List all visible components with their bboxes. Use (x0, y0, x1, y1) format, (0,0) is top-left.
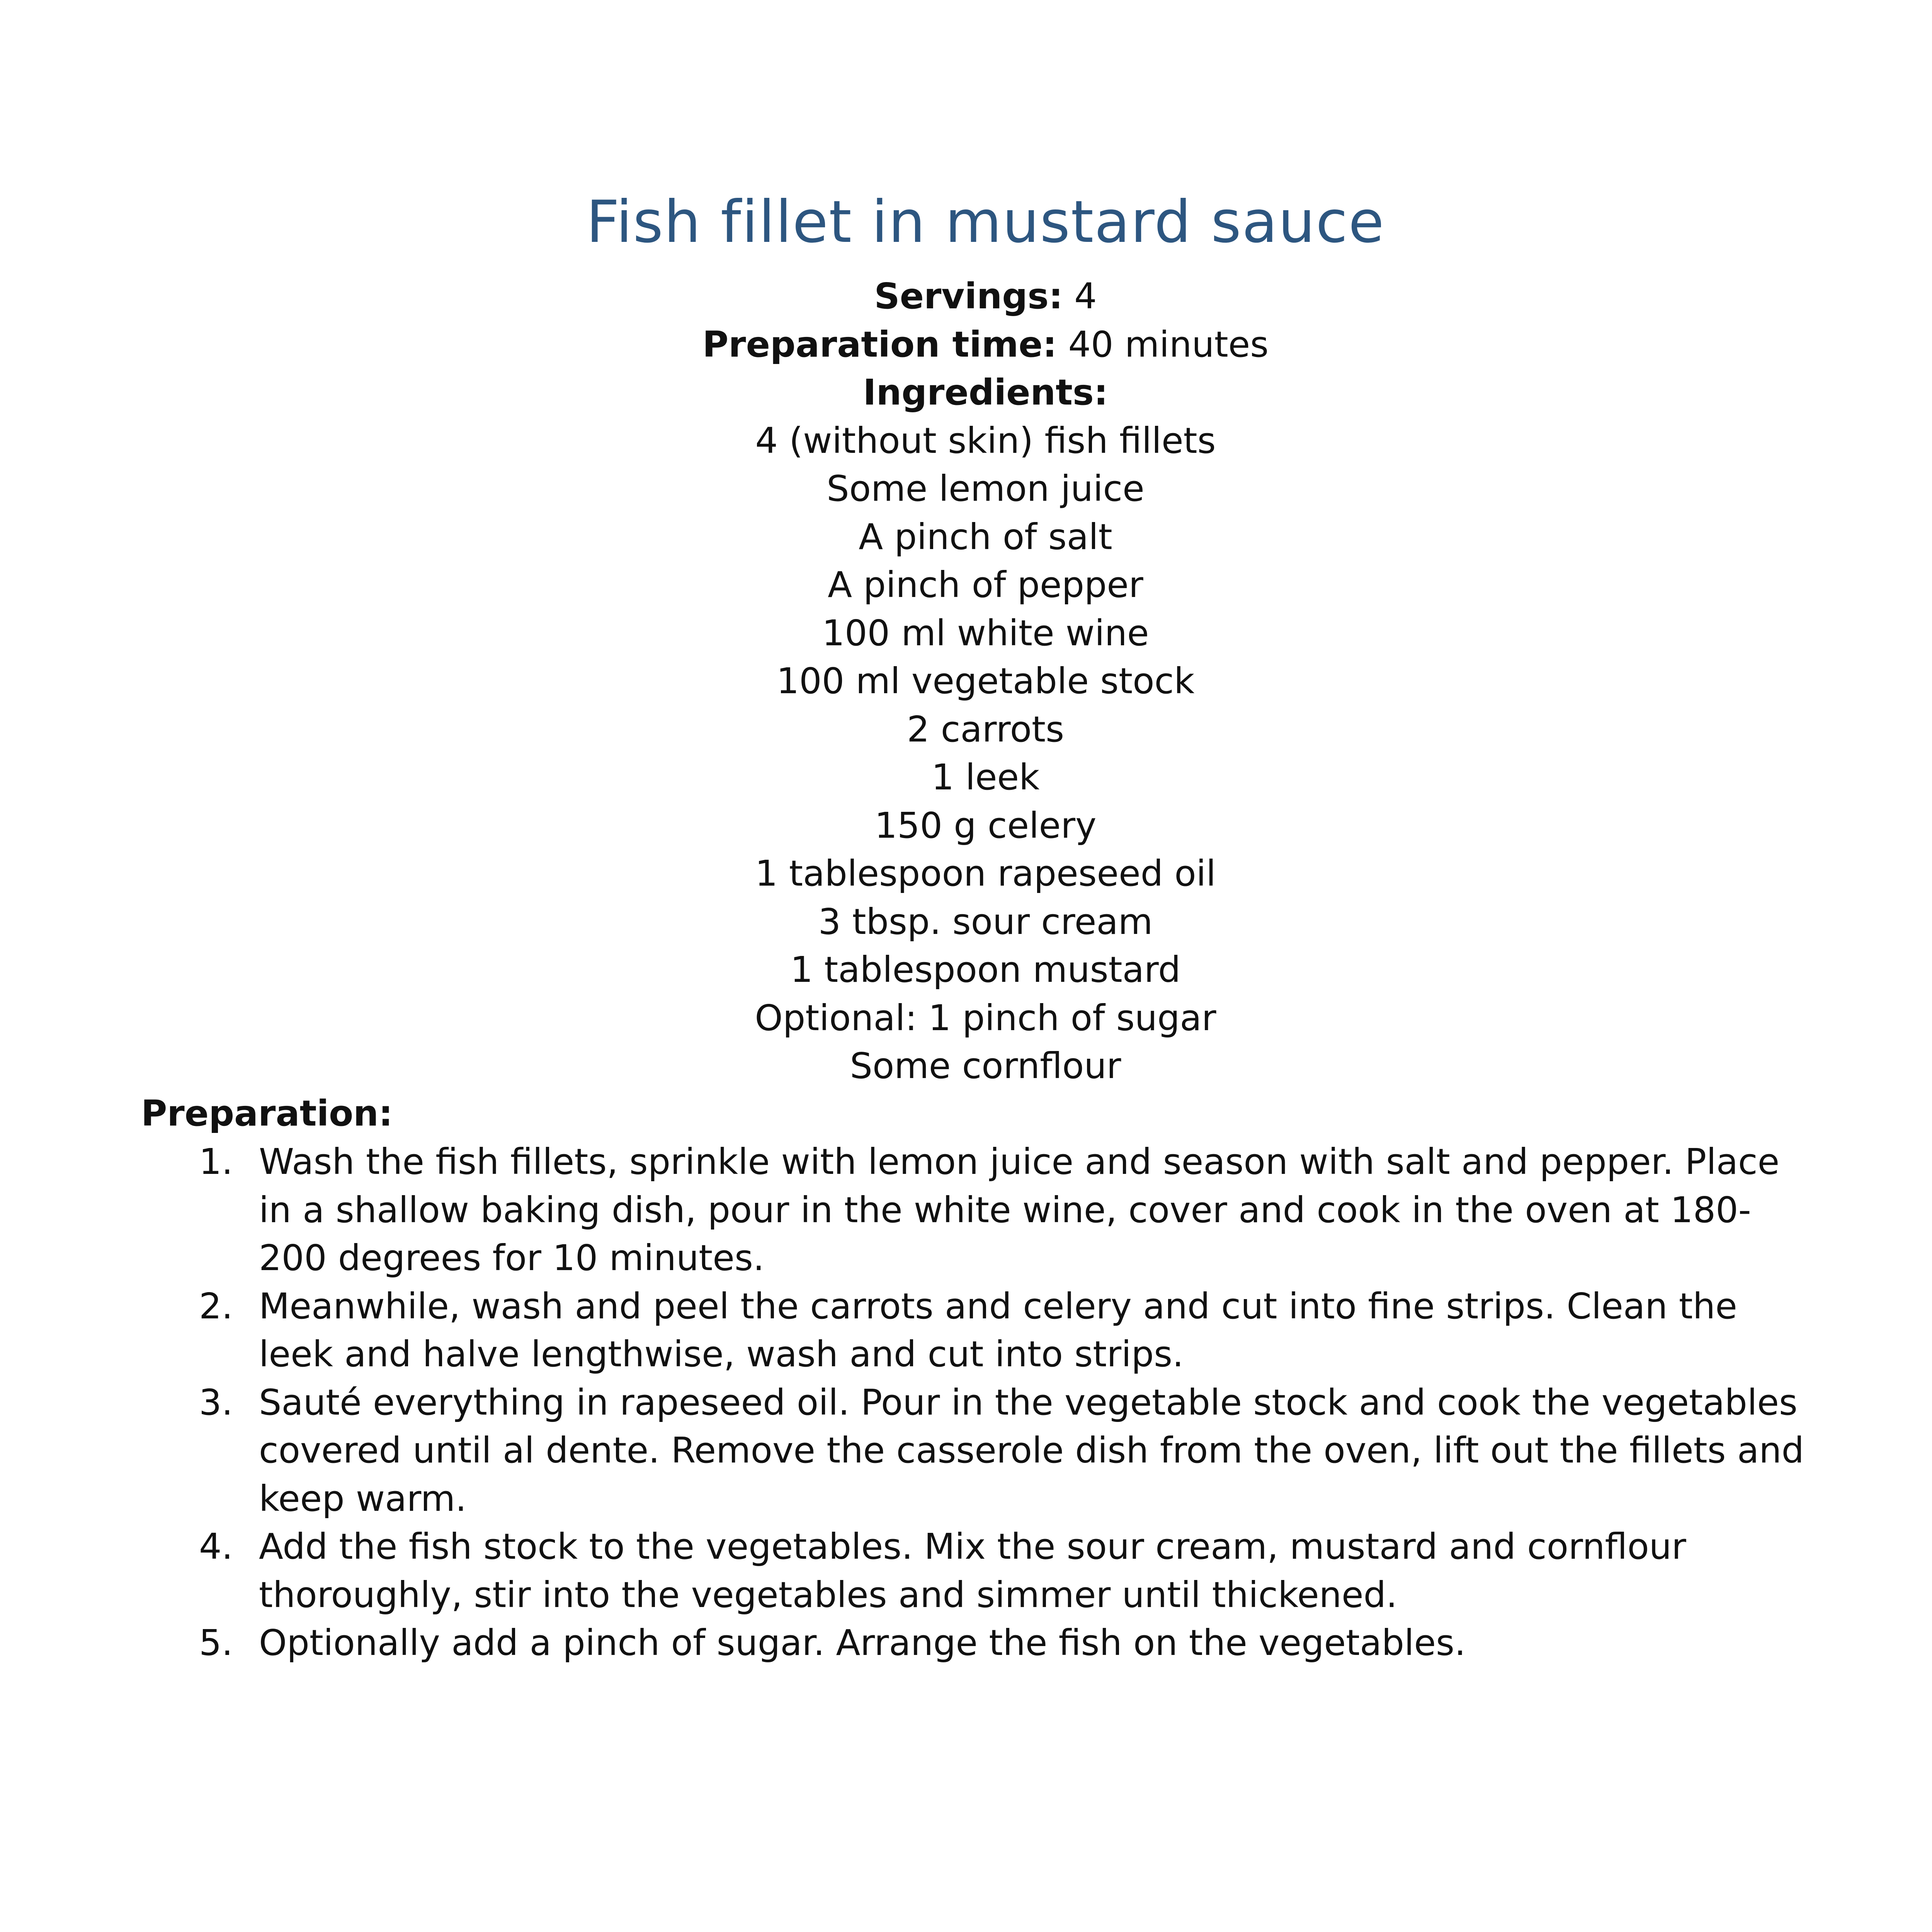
ingredient-item: Some lemon juice (827, 468, 1145, 509)
ingredient-item: Optional: 1 pinch of sugar (755, 997, 1216, 1039)
ingredient-item: 100 ml vegetable stock (776, 660, 1195, 702)
prep-time-value: 40 minutes (1068, 323, 1269, 365)
ingredients-heading: Ingredients: (863, 372, 1108, 413)
prep-time-label: Preparation time: (702, 323, 1057, 365)
step-text: Sauté everything in rapeseed oil. Pour in the vegetable stock and cook the vegetables covered until al dente. Remove the casserole dish from the oven, lift out the fillets and keep warm. (259, 1381, 1804, 1519)
ingredient-item: 4 (without skin) fish fillets (755, 420, 1216, 461)
step-text: Optionally add a pinch of sugar. Arrange the fish on the vegetables. (259, 1622, 1466, 1663)
ingredient-item: 150 g celery (874, 804, 1097, 846)
servings-value: 4 (1074, 276, 1097, 317)
ingredient-item: 2 carrots (906, 708, 1065, 750)
preparation-steps (141, 1138, 1814, 1667)
ingredient-item: A pinch of pepper (828, 564, 1143, 605)
preparation-step (141, 1282, 1814, 1379)
step-text: Meanwhile, wash and peel the carrots and celery and cut into fine strips. Clean the leek and halve lengthwise, wash and cut into strips. (259, 1285, 1737, 1375)
ingredient-item: A pinch of salt (859, 516, 1112, 558)
preparation-heading: Preparation: (141, 1093, 393, 1134)
step-number: 3. (199, 1381, 233, 1423)
preparation-step (141, 1619, 1814, 1667)
preparation-step (141, 1523, 1814, 1619)
prep-time-line (0, 321, 1932, 369)
ingredient-item: 1 leek (931, 757, 1040, 798)
step-number: 2. (199, 1285, 233, 1327)
step-number: 5. (199, 1622, 233, 1663)
ingredient-item: 1 tablespoon rapeseed oil (755, 853, 1216, 894)
servings-label: Servings: (874, 276, 1063, 317)
preparation-step (141, 1379, 1814, 1523)
recipe-title: Fish fillet in mustard sauce (586, 189, 1385, 256)
ingredient-item: 3 tbsp. sour cream (818, 901, 1153, 942)
ingredient-item: Some cornflour (850, 1045, 1121, 1087)
step-number: 4. (199, 1526, 233, 1567)
step-number: 1. (199, 1141, 233, 1182)
recipe-summary (0, 272, 1932, 1090)
ingredient-item: 1 tablespoon mustard (790, 949, 1181, 990)
step-text: Wash the fish fillets, sprinkle with lemon juice and season with salt and pepper. Place in a shallow baking dish, pour in the white wine, cover and cook in the oven at 180-200 degrees for 10 minutes. (259, 1141, 1780, 1279)
step-text: Add the fish stock to the vegetables. Mix the sour cream, mustard and cornflour thoroughly, stir into the vegetables and simmer until thickened. (259, 1526, 1686, 1616)
servings-line (0, 272, 1932, 321)
preparation-step (141, 1138, 1814, 1282)
ingredient-item: 100 ml white wine (822, 612, 1149, 654)
